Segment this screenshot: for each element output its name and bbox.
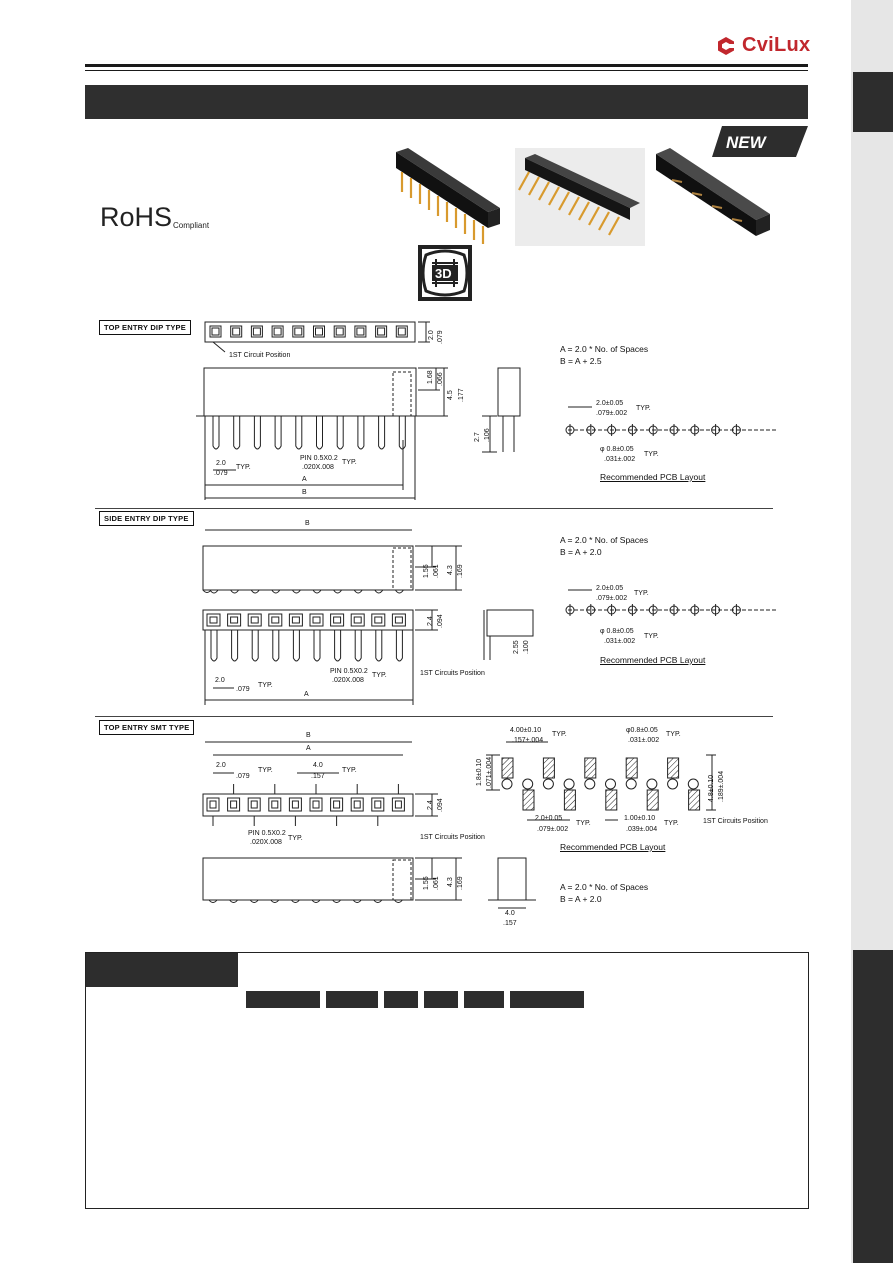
top-dip-dim-066: .066 — [437, 372, 444, 386]
top-smt-hole: φ0.8±0.05 — [626, 727, 658, 734]
top-smt-pad-189: .189±.004 — [718, 770, 725, 802]
top-dip-first-circuit: 1ST Circuit Position — [229, 352, 291, 359]
top-dip-formula-b: B = A + 2.5 — [560, 356, 602, 366]
top-smt-typ-6: TYP. — [576, 820, 591, 827]
side-dip-pcb-pitch: 2.0±0.05 — [596, 585, 624, 592]
side-dip-pitch: 2.0 — [215, 677, 225, 684]
top-smt-pad-20: 2.0±0.05 — [535, 815, 563, 822]
top-dip-pcb-typ: TYP. — [636, 405, 651, 412]
side-dip-dim-155: 1.55 — [423, 564, 430, 578]
top-smt-formula-b: B = A + 2.0 — [560, 894, 602, 904]
side-dip-b: B — [305, 520, 310, 527]
top-smt-hole-in: .031±.002 — [628, 737, 660, 744]
top-smt-pad-157: .157±.004 — [512, 737, 544, 744]
top-smt-dim-40: 4.0 — [505, 910, 515, 917]
order-code-cell-5 — [464, 991, 504, 1008]
top-smt-pad-400: 4.00±0.10 — [510, 727, 542, 734]
rohs-text: RoHS — [100, 202, 173, 232]
top-smt-pcb-title: Recommended PCB Layout — [560, 842, 666, 852]
top-smt-pad-48: 4.8±0.10 — [708, 774, 715, 802]
top-smt-pin: PIN 0.5X0.2 — [248, 830, 286, 837]
top-smt-typ-2: TYP. — [342, 767, 357, 774]
side-dip-pcb-hole-typ: TYP. — [644, 633, 659, 640]
top-smt-pitch4: 4.0 — [313, 762, 323, 769]
side-dip-dim-061: .061 — [433, 564, 440, 578]
order-code-cell-4 — [424, 991, 458, 1008]
side-dip-formula-b: B = A + 2.0 — [560, 547, 602, 557]
top-smt-title: TOP ENTRY SMT TYPE — [99, 720, 194, 735]
top-dip-pcb-hole-typ: TYP. — [644, 451, 659, 458]
top-dip-dim-106: .106 — [484, 428, 491, 442]
ordering-info-tab — [86, 953, 238, 987]
side-dip-pcb-typ: TYP. — [634, 590, 649, 597]
side-dip-dim-100: .100 — [523, 640, 530, 654]
side-dip-typ-2: TYP. — [372, 672, 387, 679]
top-dip-dim-27: 2.7 — [474, 432, 481, 442]
top-dip-dim-20: 2.0 — [428, 330, 435, 340]
top-smt-typ-1: TYP. — [258, 767, 273, 774]
side-dip-typ-1: TYP. — [258, 682, 273, 689]
top-dip-pitch: 2.0 — [216, 460, 226, 467]
top-dip-typ-2: TYP. — [342, 459, 357, 466]
top-dip-b: B — [302, 489, 307, 496]
top-smt-dim-094: .094 — [437, 798, 444, 812]
side-dip-title: SIDE ENTRY DIP TYPE — [99, 511, 194, 526]
order-code-cell-6 — [510, 991, 584, 1008]
top-smt-dim-24: 2.4 — [427, 800, 434, 810]
top-smt-b: B — [306, 732, 311, 739]
top-smt-pad-079: .079±.002 — [537, 826, 569, 833]
3d-icon-text: 3D — [435, 266, 452, 281]
top-dip-pcb-title: Recommended PCB Layout — [600, 472, 706, 482]
top-smt-typ-5: TYP. — [666, 731, 681, 738]
top-dip-pcb-pitch: 2.0±0.05 — [596, 400, 624, 407]
top-smt-pitch: 2.0 — [216, 762, 226, 769]
top-smt-dim-43: 4.3 — [447, 877, 454, 887]
top-dip-dim-177: .177 — [458, 388, 465, 402]
top-smt-pcb-first-circuits: 1ST Circuits Position — [703, 818, 768, 825]
top-smt-typ-4: TYP. — [552, 731, 567, 738]
side-dip-a: A — [304, 691, 309, 698]
order-code-cell-2 — [326, 991, 378, 1008]
order-code-cell-1 — [246, 991, 320, 1008]
side-dip-pin-in: .020X.008 — [332, 677, 364, 684]
rohs-compliant: Compliant — [173, 221, 210, 230]
brand-name: CviLux — [742, 34, 811, 56]
top-smt-a: A — [306, 745, 311, 752]
top-dip-pin: PIN 0.5X0.2 — [300, 455, 338, 462]
side-dip-pitch-in: .079 — [236, 686, 250, 693]
top-dip-pin-in: .020X.008 — [302, 464, 334, 471]
top-dip-pitch-in: .079 — [214, 470, 228, 477]
top-smt-pin-in: .020X.008 — [250, 839, 282, 846]
side-dip-dim-094: .094 — [437, 614, 444, 628]
side-dip-dim-255: 2.55 — [513, 640, 520, 654]
top-smt-dim-157: .157 — [503, 920, 517, 927]
top-smt-dim-061: .061 — [433, 876, 440, 890]
side-dip-dim-24: 2.4 — [427, 616, 434, 626]
side-dip-pcb-pitch-in: .079±.002 — [596, 595, 628, 602]
top-dip-title: TOP ENTRY DIP TYPE — [99, 320, 191, 335]
top-smt-dim-155: 1.55 — [423, 876, 430, 890]
top-smt-pad-100: 1.00±0.10 — [624, 815, 656, 822]
top-dip-pcb-hole: φ 0.8±0.05 — [600, 446, 634, 453]
top-smt-typ-3: TYP. — [288, 835, 303, 842]
top-dip-dim-45: 4.5 — [447, 390, 454, 400]
order-code-cell-3 — [384, 991, 418, 1008]
side-dip-formula-a: A = 2.0 * No. of Spaces — [560, 535, 649, 545]
top-dip-pcb-pitch-in: .079±.002 — [596, 410, 628, 417]
side-dip-first-circuits: 1ST Circuits Position — [420, 670, 485, 677]
side-dip-pcb-hole: φ 0.8±0.05 — [600, 628, 634, 635]
side-dip-pcb-hole-in: .031±.002 — [604, 638, 636, 645]
top-smt-dim-169: .169 — [457, 876, 464, 890]
top-smt-pad-18: 1.8±0.10 — [476, 758, 483, 786]
side-dip-dim-169: .169 — [457, 564, 464, 578]
top-smt-formula-a: A = 2.0 * No. of Spaces — [560, 882, 649, 892]
top-dip-typ-1: TYP. — [236, 464, 251, 471]
side-dip-pin: PIN 0.5X0.2 — [330, 668, 368, 675]
top-smt-pad-071: .071±.004 — [486, 756, 493, 788]
top-smt-first-circuits: 1ST Circuits Position — [420, 834, 485, 841]
top-dip-formula-a: A = 2.0 * No. of Spaces — [560, 344, 649, 354]
side-dip-dim-43: 4.3 — [447, 565, 454, 575]
new-badge-text: NEW — [726, 133, 766, 152]
top-dip-a: A — [302, 476, 307, 483]
top-dip-pcb-hole-in: .031±.002 — [604, 456, 636, 463]
top-smt-typ-7: TYP. — [664, 820, 679, 827]
top-smt-pitch-in: .079 — [236, 773, 250, 780]
side-dip-pcb-title: Recommended PCB Layout — [600, 655, 706, 665]
top-dip-dim-079: .079 — [437, 330, 444, 344]
top-smt-pad-039: .039±.004 — [626, 826, 658, 833]
top-dip-dim-168: 1.68 — [427, 370, 434, 384]
top-smt-pitch4-in: .157 — [311, 773, 325, 780]
